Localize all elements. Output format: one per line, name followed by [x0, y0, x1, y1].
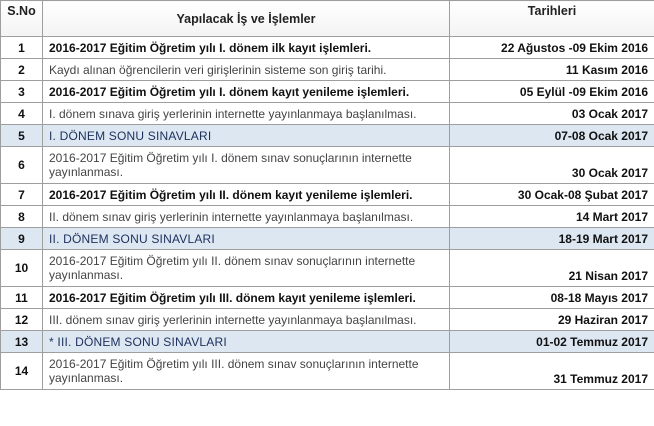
row-task: 2016-2017 Eğitim Öğretim yılı III. dönem kayıt yenileme işlemleri. — [43, 287, 450, 309]
row-number: 5 — [1, 125, 43, 147]
row-number: 6 — [1, 147, 43, 184]
row-number: 13 — [1, 331, 43, 353]
row-task: 2016-2017 Eğitim Öğretim yılı III. dönem sınav sonuçlarının internette yayınlanması. — [43, 353, 450, 390]
row-date: 29 Haziran 2017 — [450, 309, 654, 331]
row-date: 08-18 Mayıs 2017 — [450, 287, 654, 309]
table-row — [1, 250, 654, 287]
row-task: 2016-2017 Eğitim Öğretim yılı II. dönem kayıt yenileme işlemleri. — [43, 184, 450, 206]
row-date: 30 Ocak-08 Şubat 2017 — [450, 184, 654, 206]
header-task: Yapılacak İş ve İşlemler — [43, 1, 450, 37]
table-row — [1, 147, 654, 184]
row-number: 2 — [1, 59, 43, 81]
header-no: S.No — [1, 1, 43, 37]
row-number: 11 — [1, 287, 43, 309]
table-row — [1, 184, 654, 206]
row-task: I. DÖNEM SONU SINAVLARI — [43, 125, 450, 147]
table-row — [1, 37, 654, 59]
row-number: 7 — [1, 184, 43, 206]
row-number: 12 — [1, 309, 43, 331]
row-date: 18-19 Mart 2017 — [450, 228, 654, 250]
row-task: 2016-2017 Eğitim Öğretim yılı I. dönem kayıt yenileme işlemleri. — [43, 81, 450, 103]
row-date: 03 Ocak 2017 — [450, 103, 654, 125]
row-date: 21 Nisan 2017 — [450, 250, 654, 287]
table-row — [1, 59, 654, 81]
exam-row — [1, 228, 654, 250]
row-number: 8 — [1, 206, 43, 228]
table-row — [1, 81, 654, 103]
row-number: 4 — [1, 103, 43, 125]
row-date: 22 Ağustos -09 Ekim 2016 — [450, 37, 654, 59]
row-date: 30 Ocak 2017 — [450, 147, 654, 184]
row-date: 07-08 Ocak 2017 — [450, 125, 654, 147]
header-row — [1, 1, 654, 37]
exam-row — [1, 125, 654, 147]
exam-row — [1, 331, 654, 353]
table-row — [1, 309, 654, 331]
row-date: 11 Kasım 2016 — [450, 59, 654, 81]
row-number: 3 — [1, 81, 43, 103]
row-task: II. dönem sınav giriş yerlerinin internette yayınlanmaya başlanılması. — [43, 206, 450, 228]
row-task: 2016-2017 Eğitim Öğretim yılı I. dönem ilk kayıt işlemleri. — [43, 37, 450, 59]
row-task: Kaydı alınan öğrencilerin veri girişlerinin sisteme son giriş tarihi. — [43, 59, 450, 81]
table-row — [1, 353, 654, 390]
row-task: 2016-2017 Eğitim Öğretim yılı I. dönem sınav sonuçlarının internette yayınlanması. — [43, 147, 450, 184]
row-number: 9 — [1, 228, 43, 250]
row-task: 2016-2017 Eğitim Öğretim yılı II. dönem sınav sonuçlarının internette yayınlanması. — [43, 250, 450, 287]
row-task: * III. DÖNEM SONU SINAVLARI — [43, 331, 450, 353]
row-task: III. dönem sınav giriş yerlerinin internette yayınlanmaya başlanılması. — [43, 309, 450, 331]
row-number: 14 — [1, 353, 43, 390]
row-date: 31 Temmuz 2017 — [450, 353, 654, 390]
row-number: 10 — [1, 250, 43, 287]
row-date: 05 Eylül -09 Ekim 2016 — [450, 81, 654, 103]
table-row — [1, 287, 654, 309]
header-date: Tarihleri — [450, 1, 654, 37]
table-row — [1, 103, 654, 125]
table-row — [1, 206, 654, 228]
row-date: 01-02 Temmuz 2017 — [450, 331, 654, 353]
row-task: II. DÖNEM SONU SINAVLARI — [43, 228, 450, 250]
row-task: I. dönem sınava giriş yerlerinin internette yayınlanmaya başlanılması. — [43, 103, 450, 125]
row-date: 14 Mart 2017 — [450, 206, 654, 228]
row-number: 1 — [1, 37, 43, 59]
